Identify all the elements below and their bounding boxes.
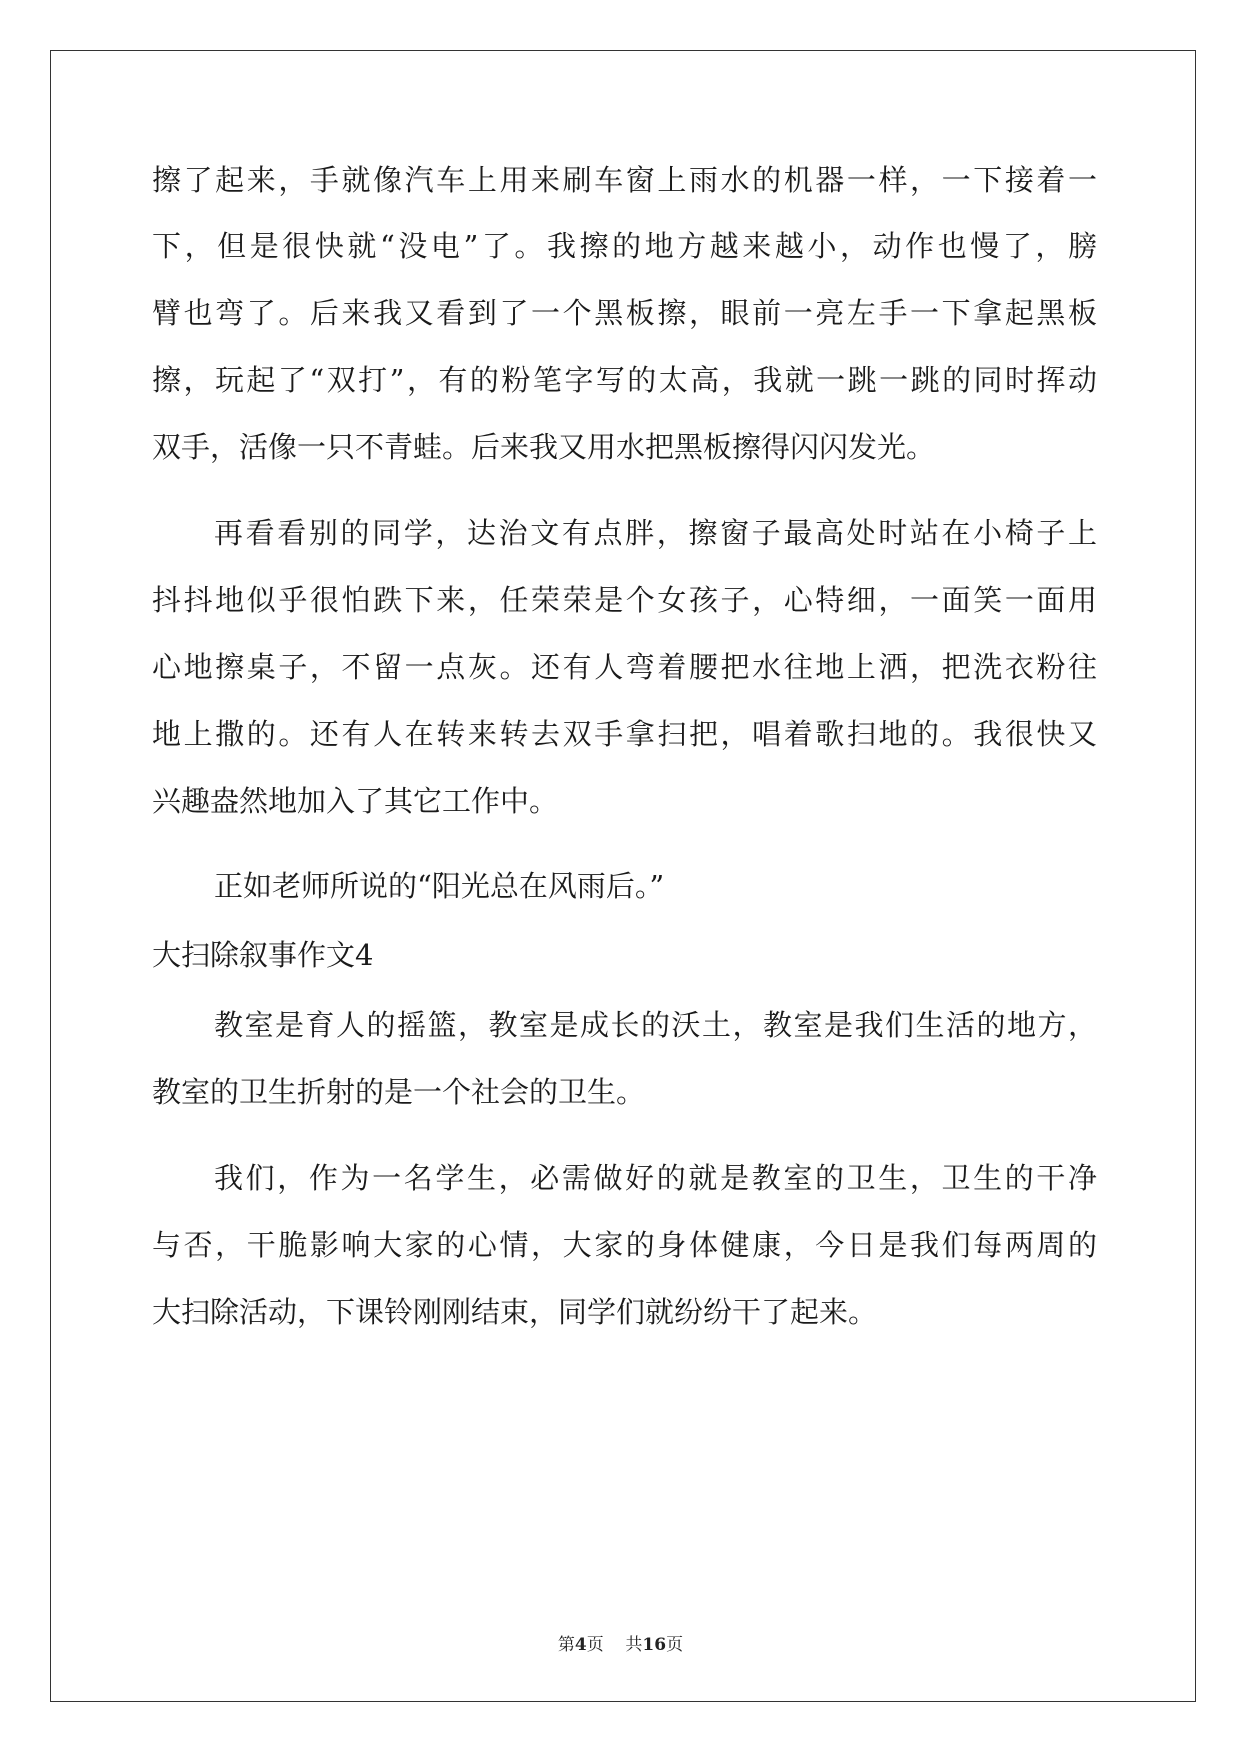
total-page-number: 16 bbox=[642, 1635, 667, 1655]
footer-total-suffix: 页 bbox=[666, 1635, 684, 1655]
paragraph-line: 教室的卫生折射的是一个社会的卫生。 bbox=[152, 1075, 646, 1109]
paragraph-line: 下，但是很快就“没电”了。我擦的地方越来越小，动作也慢了，膀 bbox=[152, 229, 1097, 263]
footer-prefix: 第 bbox=[557, 1635, 575, 1655]
paragraph-line: 再看看别的同学，达治文有点胖，擦窗子最高处时站在小椅子上 bbox=[214, 516, 1097, 550]
paragraph-line: 大扫除活动，下课铃刚刚结束，同学们就纷纷干了起来。 bbox=[152, 1295, 878, 1329]
paragraph-line: 与否，干脆影响大家的心情，大家的身体健康，今日是我们每两周的 bbox=[152, 1228, 1097, 1262]
paragraph-line: 双手，活像一只不青蛙。后来我又用水把黑板擦得闪闪发光。 bbox=[152, 430, 936, 464]
current-page-number: 4 bbox=[574, 1635, 587, 1655]
section-heading: 大扫除叙事作文4 bbox=[152, 938, 374, 972]
paragraph-line: 地上撒的。还有人在转来转去双手拿扫把，唱着歌扫地的。我很快又 bbox=[152, 717, 1097, 751]
footer-page-suffix: 页 bbox=[586, 1635, 604, 1655]
paragraph-line: 臂也弯了。后来我又看到了一个黑板擦，眼前一亮左手一下拿起黑板 bbox=[152, 296, 1097, 330]
footer-total-prefix: 共 bbox=[625, 1635, 643, 1655]
paragraph-line: 擦，玩起了“双打”，有的粉笔字写的太高，我就一跳一跳的同时挥动 bbox=[152, 363, 1097, 397]
paragraph-line: 我们，作为一名学生，必需做好的就是教室的卫生，卫生的干净 bbox=[214, 1161, 1097, 1195]
paragraph-line: 擦了起来，手就像汽车上用来刷车窗上雨水的机器一样，一下接着一 bbox=[152, 163, 1097, 197]
paragraph-line: 心地擦桌子，不留一点灰。还有人弯着腰把水往地上洒，把洗衣粉往 bbox=[152, 650, 1097, 684]
paragraph-line: 兴趣盎然地加入了其它工作中。 bbox=[152, 784, 559, 818]
paragraph-line: 正如老师所说的“阳光总在风雨后。” bbox=[214, 869, 665, 903]
page-footer bbox=[0, 1634, 1241, 1656]
paragraph-line: 教室是育人的摇篮，教室是成长的沃土，教室是我们生活的地方， bbox=[214, 1008, 1097, 1042]
paragraph-line: 抖抖地似乎很怕跌下来，任荣荣是个女孩子，心特细，一面笑一面用 bbox=[152, 583, 1097, 617]
